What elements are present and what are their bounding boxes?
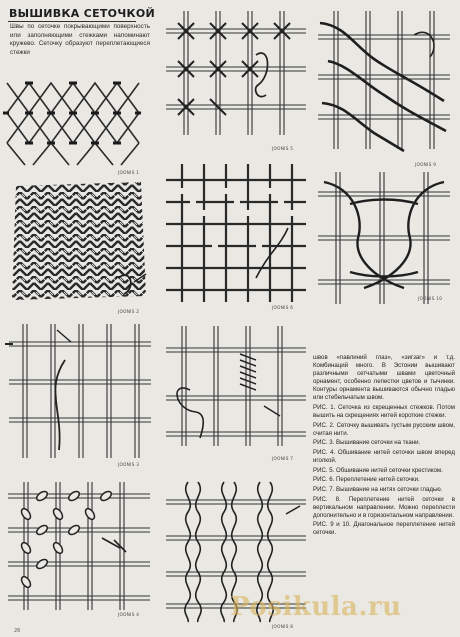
figure-3-label: JOONIS 3 (118, 462, 140, 467)
page-title: ВЫШИВКА СЕТОЧКОЙ (9, 7, 155, 20)
figure-8-label: JOONIS 8 (272, 624, 294, 629)
page-number: 26 (14, 628, 21, 634)
caption-fig-5: РИС. 5. Обшивание нитей сеточки крестиком. (313, 466, 443, 474)
figure-10-illustration (314, 168, 454, 308)
figure-7-label: JOONIS 7 (272, 456, 294, 461)
figure-9-illustration (314, 5, 454, 155)
caption-fig-4: РИС. 4. Обшивание нитей сеточки швом вперед иголкой. (313, 449, 455, 465)
caption-fig-2: РИС. 2. Сеточку вышивать густым русским швом, считая нити. (313, 421, 455, 437)
figure-3-illustration (5, 320, 155, 460)
title-underline (8, 21, 136, 22)
figure-1-label: JOONIS 1 (118, 170, 140, 175)
figure-6-illustration (160, 158, 310, 308)
caption-fig-1: РИС. 1. Сеточка из скрещенных стежков. Потом вышить на скрещениях нитей короткие стежки. (313, 404, 455, 420)
intro-text: Швы по сеточке покрывающими поверхность или заполняющими стежками напоминают кружево. Сеточку образуют переплетающиеся стежки (10, 23, 150, 56)
figure-9-label: JOONIS 9 (415, 162, 437, 167)
figure-5-label: JOONIS 5 (272, 146, 294, 151)
figure-7-illustration (160, 320, 310, 450)
caption-fig-8: РИС. 8. Переплетение нитей сеточки в вертикальном направлении. Можно переплести дополнительно и в горизонтальном направлении. (313, 495, 455, 519)
figure-10-label: JOONIS 10 (418, 296, 443, 301)
figure-4-illustration (4, 478, 154, 613)
figure-1-illustration (3, 75, 158, 170)
watermark: Posikula.ru (230, 592, 402, 622)
figure-2-label: JOONIS 2 (118, 309, 140, 314)
body-paragraph-combinations: швов «павлиний глаз», «зигзаг» и т.д. Комбинаций много. В Эстонии вышивают различными сетчатыми швами цветочный орнамент, особенно лепестки цветов и тычинки. Контуры орнамента вышиваются обычно гладью или стебельчатым швом. (313, 354, 455, 402)
figure-6-label: JOONIS 6 (272, 305, 294, 310)
caption-fig-6: РИС. 6. Переплетение нитей сеточки. (313, 476, 420, 484)
caption-fig-3: РИС. 3. Вышивание сеточки на ткани. (313, 439, 421, 447)
figure-5-illustration (160, 5, 310, 140)
body-text-column (313, 354, 455, 539)
caption-fig-9-10: РИС. 9 и 10. Диагональное переплетение нитей сеточки. (313, 521, 455, 537)
figure-4-label: JOONIS 4 (118, 612, 140, 617)
figure-2-illustration (6, 178, 151, 308)
caption-fig-7: РИС. 7. Вышивание на нитях сеточки гладью. (313, 485, 443, 493)
